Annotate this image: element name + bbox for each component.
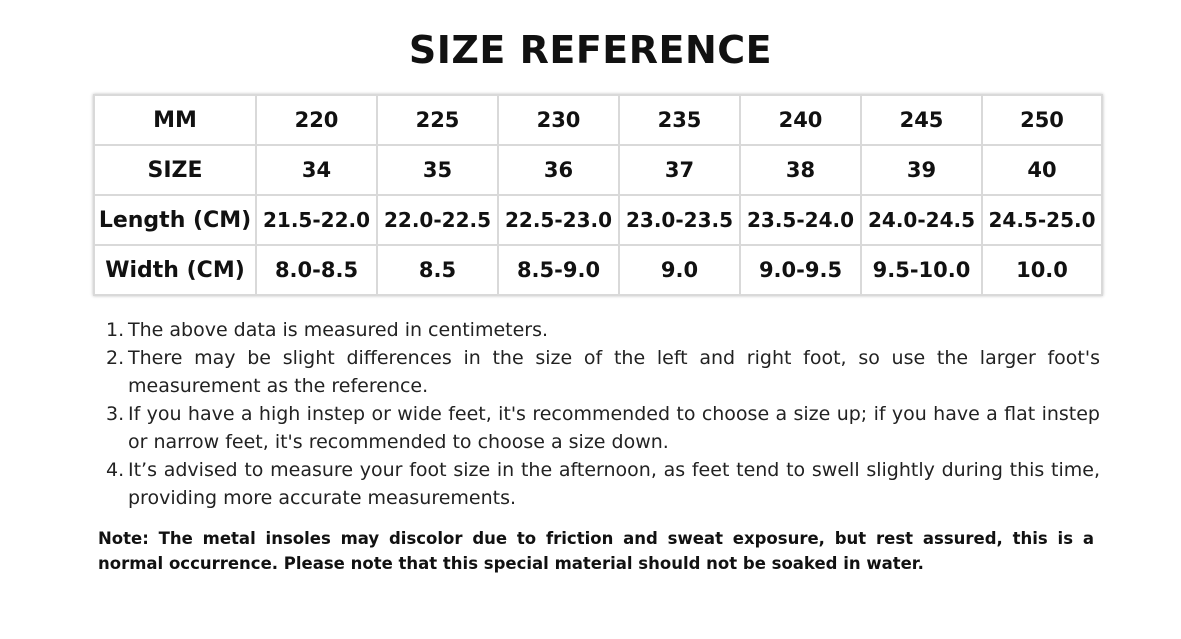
- list-item: [106, 316, 1100, 344]
- list-item-number: 2.: [106, 347, 125, 369]
- table-cell: 40: [982, 145, 1102, 195]
- table-cell: 37: [619, 145, 740, 195]
- table-cell: 21.5-22.0: [256, 195, 377, 245]
- footer-note: Note: The metal insoles may discolor due to friction and sweat exposure, but rest assured, this is a normal occurrence. Please note that this special material should not be soaked in water.: [98, 529, 1094, 573]
- table-cell: 230: [498, 95, 619, 145]
- table-cell: 9.0-9.5: [740, 245, 861, 295]
- table-cell: 22.0-22.5: [377, 195, 498, 245]
- table-cell: 235: [619, 95, 740, 145]
- page-title: SIZE REFERENCE: [408, 28, 773, 72]
- table-cell: 9.0: [619, 245, 740, 295]
- table-row-width: [94, 245, 1102, 295]
- table-cell: 35: [377, 145, 498, 195]
- table-cell: 225: [377, 95, 498, 145]
- list-item: [106, 400, 1100, 456]
- row-label-size: SIZE: [94, 145, 256, 195]
- table-cell: 24.5-25.0: [982, 195, 1102, 245]
- table-cell: 8.5: [377, 245, 498, 295]
- list-item-number: 1.: [106, 319, 125, 341]
- list-item-number: 3.: [106, 403, 125, 425]
- list-item-text: It’s advised to measure your foot size in the afternoon, as feet tend to swell slightly during this time, providing more accurate measurements.: [128, 459, 1100, 509]
- table-cell: 38: [740, 145, 861, 195]
- table-cell: 240: [740, 95, 861, 145]
- table-cell: 8.0-8.5: [256, 245, 377, 295]
- table-cell: 39: [861, 145, 982, 195]
- row-label-width: Width (CM): [94, 245, 256, 295]
- table-cell: 36: [498, 145, 619, 195]
- list-item-text: There may be slight differences in the size of the left and right foot, so use the larger foot's measurement as the reference.: [128, 347, 1100, 397]
- notes-list: [106, 316, 1100, 512]
- table-cell: 34: [256, 145, 377, 195]
- row-label-mm: MM: [94, 95, 256, 145]
- table-cell: 23.5-24.0: [740, 195, 861, 245]
- table-row-mm: [94, 95, 1102, 145]
- list-item: [106, 456, 1100, 512]
- table-cell: 23.0-23.5: [619, 195, 740, 245]
- table-cell: 8.5-9.0: [498, 245, 619, 295]
- table-cell: 9.5-10.0: [861, 245, 982, 295]
- table-cell: 250: [982, 95, 1102, 145]
- list-item: [106, 344, 1100, 400]
- table-cell: 24.0-24.5: [861, 195, 982, 245]
- table-row-size: [94, 145, 1102, 195]
- list-item-text: If you have a high instep or wide feet, it's recommended to choose a size up; if you have a flat instep or narrow feet, it's recommended to choose a size down.: [128, 403, 1100, 453]
- list-item-text: The above data is measured in centimeters.: [128, 319, 549, 341]
- size-reference-table: [93, 94, 1103, 296]
- table-row-length: [94, 195, 1102, 245]
- table-cell: 22.5-23.0: [498, 195, 619, 245]
- row-label-length: Length (CM): [94, 195, 256, 245]
- list-item-number: 4.: [106, 459, 125, 481]
- table-cell: 10.0: [982, 245, 1102, 295]
- table-cell: 220: [256, 95, 377, 145]
- table-cell: 245: [861, 95, 982, 145]
